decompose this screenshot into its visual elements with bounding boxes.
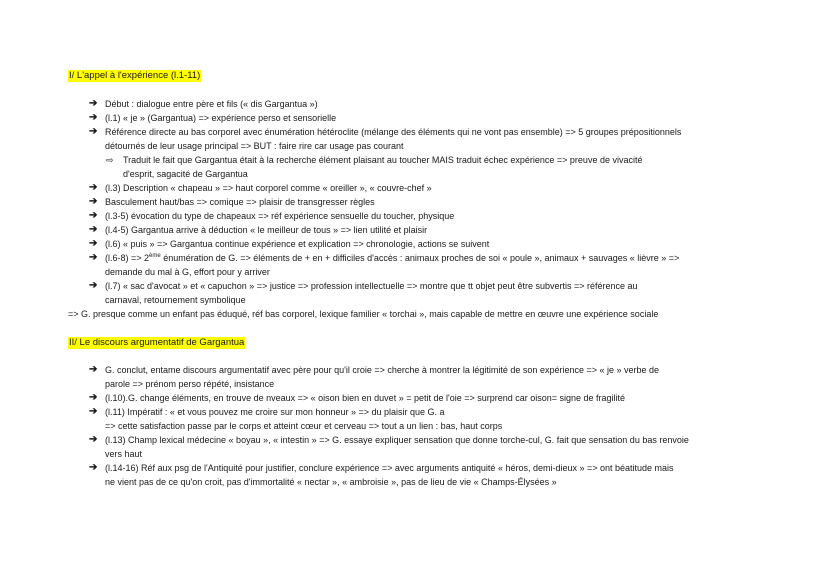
list-item <box>89 461 769 489</box>
list-item-text: (l.1) « je » (Gargantua) => expérience perso et sensorielle <box>105 113 337 123</box>
list-item-text: vers haut <box>105 449 143 459</box>
list-item-text: (l.3) Description « chapeau » => haut corporel comme « oreiller », « couvre-chef » <box>105 183 432 193</box>
list-item-text: carnaval, retournement symbolique <box>105 295 246 305</box>
list-item <box>89 223 769 237</box>
list-item-text: G. conclut, entame discours argumentatif avec père pour qu'il croie => cherche à montrer la légitimité de son expérience => « je » verbe de <box>105 365 660 375</box>
section-1-heading: I/ L'appel à l'expérience (l.1-11) <box>69 70 201 81</box>
right-arrow-icon: ➔ <box>89 196 98 207</box>
list-item-text: d'esprit, sagacité de Gargantua <box>123 169 248 179</box>
right-arrow-icon: ➔ <box>89 252 98 263</box>
outline-arrow-icon: ⇨ <box>106 155 114 165</box>
list-item <box>89 181 769 195</box>
list-item-text: (l.11) Impératif : « et vous pouvez me croire sur mon honneur » => du plaisir que G. a <box>105 407 445 417</box>
right-arrow-icon: ➔ <box>89 280 98 291</box>
list-item-text: (l.14-16) Réf aux psg de l'Antiquité pour justifier, conclure expérience => avec arguments antiquité « héros, demi-dieux » => ont béatitude mais <box>105 463 674 473</box>
section-1-list <box>89 97 769 307</box>
right-arrow-icon: ➔ <box>89 112 98 123</box>
list-item-text: (l.10).G. change éléments, en trouve de nveaux => « oison bien en duvet » = petit de l'oie => surprend car oison= signe de fragilité <box>105 393 626 403</box>
sub-list-item <box>89 153 769 181</box>
right-arrow-icon: ➔ <box>89 210 98 221</box>
right-arrow-icon: ➔ <box>89 238 98 249</box>
right-arrow-icon: ➔ <box>89 126 98 137</box>
list-item <box>89 209 769 223</box>
list-item-text: (l.6) « puis » => Gargantua continue expérience et explication => chronologie, actions se suivent <box>105 239 490 249</box>
section-2-heading: II/ Le discours argumentatif de Gargantua <box>69 337 245 348</box>
list-item <box>89 279 769 307</box>
list-item-text: demande du mal à G, effort pour y arriver <box>105 267 270 277</box>
list-item <box>89 405 769 433</box>
list-item <box>89 433 769 461</box>
list-item-text: détournés de leur usage principal => BUT : faire rire car usage pas courant <box>105 141 404 151</box>
right-arrow-icon: ➔ <box>89 224 98 235</box>
list-item-text: (l.7) « sac d'avocat » et « capuchon » => justice => profession intellectuelle => montre que tt objet peut être subvertis => référence au <box>105 281 638 291</box>
right-arrow-icon: ➔ <box>89 406 98 417</box>
list-item-text: Traduit le fait que Gargantua était à la recherche élément plaisant au toucher MAIS traduit échec expérience => preuve de vivacité <box>123 155 643 165</box>
list-item <box>89 251 769 279</box>
list-item-text: (l.4-5) Gargantua arrive à déduction « le meilleur de tous » => lien utilité et plaisir <box>105 225 428 235</box>
right-arrow-icon: ➔ <box>89 98 98 109</box>
list-item-text: Référence directe au bas corporel avec énumération hétéroclite (mélange des éléments qui ne vont pas ensemble) => 5 groupes prépositionnels <box>105 127 682 137</box>
section-1-conclusion: => G. presque comme un enfant pas éduqué, réf bas corporel, lexique familier « torchai », mais capable de mettre en œuvre une expérience sociale <box>68 309 659 319</box>
list-item-text: Basculement haut/bas => comique => plaisir de transgresser règles <box>105 197 375 207</box>
right-arrow-icon: ➔ <box>89 392 98 403</box>
list-item-text: (l.13) Champ lexical médecine « boyau », « intestin » => G. essaye expliquer sensation que donne torche-cul, G. fait que sensation du bas renvoie <box>105 435 689 445</box>
list-item <box>89 111 769 125</box>
right-arrow-icon: ➔ <box>89 364 98 375</box>
list-item <box>89 125 769 153</box>
list-item-text: Début : dialogue entre père et fils (« dis Gargantua ») <box>105 99 318 109</box>
list-item-text: parole => prénom perso répété, insistance <box>105 379 275 389</box>
list-item-text: (l.3-5) évocation du type de chapeaux => réf expérience sensuelle du toucher, physique <box>105 211 455 221</box>
list-item-text: => cette satisfaction passe par le corps et atteint cœur et cerveau => tout a un lien : bas, haut corps <box>105 421 503 431</box>
right-arrow-icon: ➔ <box>89 182 98 193</box>
list-item-text: (l.6-8) => 2ème énumération de G. => éléments de + en + difficiles d'accès : animaux proches de soi « poule », animaux + sauvages « lièvre » => <box>105 253 680 263</box>
right-arrow-icon: ➔ <box>89 462 98 473</box>
list-item <box>89 237 769 251</box>
list-item <box>89 391 769 405</box>
right-arrow-icon: ➔ <box>89 434 98 445</box>
list-item <box>89 97 769 111</box>
list-item-text: ne vient pas de ce qu'on croit, pas d'immortalité « nectar », « ambroisie », pas de lieu de vie « Champs-Élysées » <box>105 477 557 487</box>
section-2-list <box>89 363 769 489</box>
list-item <box>89 195 769 209</box>
list-item <box>89 363 769 391</box>
